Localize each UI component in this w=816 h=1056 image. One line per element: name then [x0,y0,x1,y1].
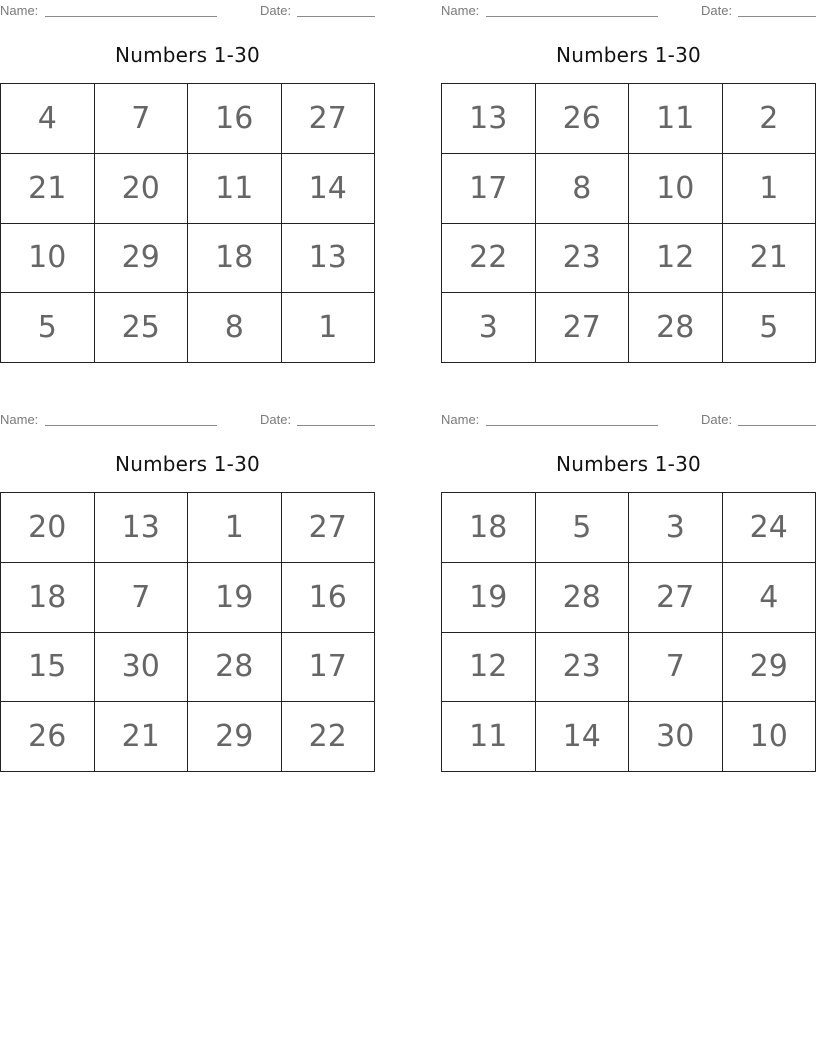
bingo-card [0,409,375,755]
number-grid [0,492,375,772]
grid-cell: 20 [95,154,189,224]
grid-cell: 17 [442,154,536,224]
card-title: Numbers 1-30 [115,43,260,67]
grid-cell: 15 [1,633,95,703]
grid-cell: 19 [442,563,536,633]
grid-cell: 13 [282,224,376,294]
grid-cell: 4 [1,84,95,154]
grid-cell: 10 [629,154,723,224]
grid-cell: 27 [536,293,630,363]
grid-cell: 27 [282,84,376,154]
grid-cell: 13 [95,493,189,563]
card-header [0,409,375,431]
grid-cell: 24 [723,493,816,563]
date-field[interactable] [738,16,816,17]
date-field[interactable] [297,425,375,426]
name-label: Name: [441,412,480,427]
grid-cell: 21 [95,702,189,772]
grid-cell: 1 [723,154,816,224]
grid-cell: 13 [442,84,536,154]
grid-cell: 23 [536,633,630,703]
grid-cell: 11 [629,84,723,154]
grid-cell: 27 [282,493,376,563]
grid-cell: 16 [282,563,376,633]
grid-cell: 14 [282,154,376,224]
date-label: Date: [260,412,292,427]
grid-cell: 12 [629,224,723,294]
card-header [441,0,816,22]
grid-cell: 21 [1,154,95,224]
grid-cell: 3 [629,493,723,563]
grid-cell: 17 [282,633,376,703]
grid-cell: 25 [95,293,189,363]
grid-cell: 29 [723,633,816,703]
date-label: Date: [260,3,292,18]
grid-cell: 12 [442,633,536,703]
number-grid [0,83,375,363]
grid-cell: 5 [1,293,95,363]
date-label: Date: [701,3,733,18]
grid-cell: 18 [442,493,536,563]
name-field[interactable] [486,425,658,426]
grid-cell: 22 [442,224,536,294]
grid-cell: 1 [282,293,376,363]
grid-cell: 2 [723,84,816,154]
grid-cell: 10 [723,702,816,772]
number-grid [441,83,816,363]
grid-cell: 11 [442,702,536,772]
bingo-card [0,0,375,346]
grid-cell: 7 [629,633,723,703]
grid-cell: 10 [1,224,95,294]
name-label: Name: [441,3,480,18]
grid-cell: 22 [282,702,376,772]
grid-cell: 11 [188,154,282,224]
grid-cell: 26 [1,702,95,772]
card-header [441,409,816,431]
grid-cell: 8 [536,154,630,224]
grid-cell: 18 [188,224,282,294]
grid-cell: 3 [442,293,536,363]
card-header [0,0,375,22]
name-label: Name: [0,3,39,18]
grid-cell: 18 [1,563,95,633]
card-title: Numbers 1-30 [556,43,701,67]
grid-cell: 28 [629,293,723,363]
bingo-card [441,0,816,346]
grid-cell: 30 [629,702,723,772]
date-label: Date: [701,412,733,427]
card-title: Numbers 1-30 [115,452,260,476]
grid-cell: 29 [95,224,189,294]
grid-cell: 7 [95,84,189,154]
grid-cell: 28 [188,633,282,703]
date-field[interactable] [738,425,816,426]
number-grid [441,492,816,772]
grid-cell: 16 [188,84,282,154]
grid-cell: 1 [188,493,282,563]
grid-cell: 23 [536,224,630,294]
grid-cell: 5 [723,293,816,363]
grid-cell: 28 [536,563,630,633]
grid-cell: 4 [723,563,816,633]
date-field[interactable] [297,16,375,17]
grid-cell: 7 [95,563,189,633]
grid-cell: 19 [188,563,282,633]
grid-cell: 8 [188,293,282,363]
card-title: Numbers 1-30 [556,452,701,476]
bingo-card [441,409,816,755]
grid-cell: 5 [536,493,630,563]
grid-cell: 21 [723,224,816,294]
name-field[interactable] [45,16,217,17]
grid-cell: 20 [1,493,95,563]
grid-cell: 26 [536,84,630,154]
grid-cell: 27 [629,563,723,633]
grid-cell: 30 [95,633,189,703]
name-label: Name: [0,412,39,427]
name-field[interactable] [45,425,217,426]
name-field[interactable] [486,16,658,17]
grid-cell: 14 [536,702,630,772]
grid-cell: 29 [188,702,282,772]
